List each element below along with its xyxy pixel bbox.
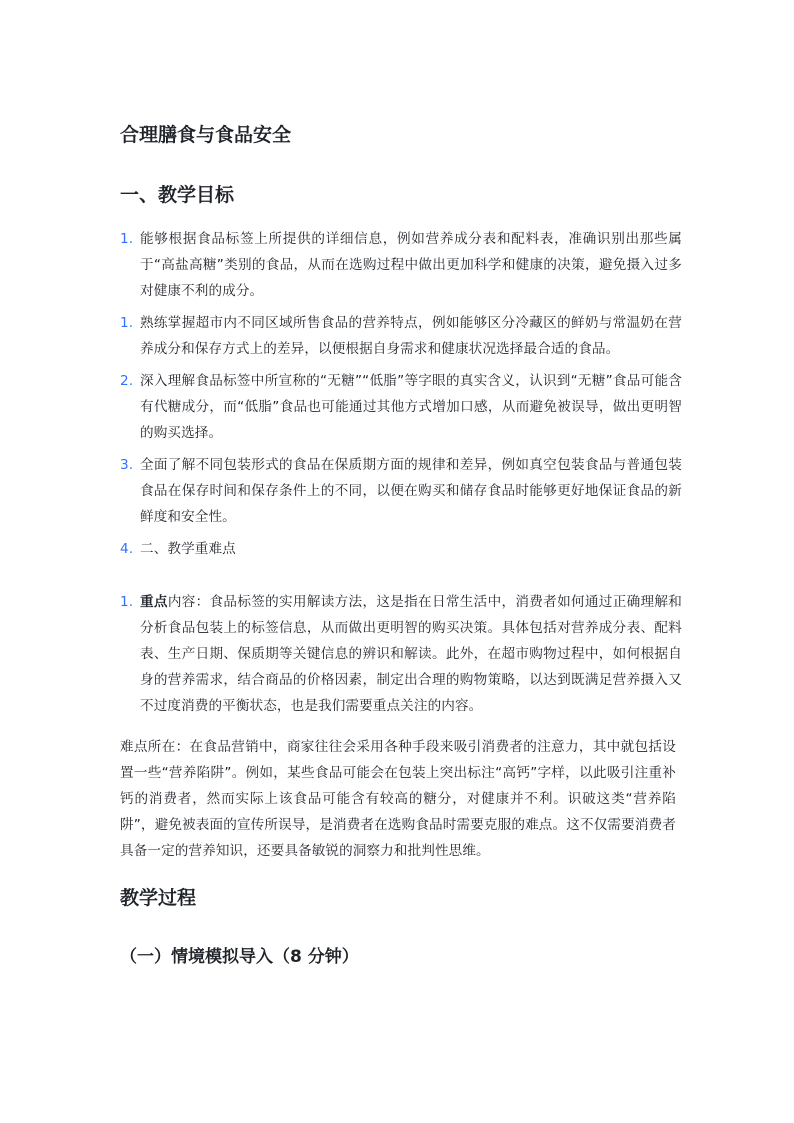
list-item bbox=[120, 452, 682, 530]
list-item-number: 2. bbox=[120, 373, 134, 389]
list-item-key-point bbox=[120, 589, 682, 719]
list-item-text: 二、教学重难点 bbox=[140, 541, 236, 557]
section-heading-teaching-process: 教学过程 bbox=[120, 887, 197, 909]
document-title: 合理膳食与食品安全 bbox=[120, 124, 292, 146]
list-item-text: 深入理解食品标签中所宣称的“无糖”“低脂”等字眼的真实含义，认识到“无糖”食品可能含有代糖成分，而“低脂”食品也可能通过其他方式增加口感，从而避免被误导，做出更明智的购买选择。 bbox=[140, 373, 682, 441]
list-item-number: 1. bbox=[120, 594, 134, 610]
difficulty-paragraph: 难点所在：在食品营销中，商家往往会采用各种手段来吸引消费者的注意力，其中就包括设置一些“营养陷阱”。例如，某些食品可能会在包装上突出标注“高钙”字样，以此吸引注重补钙的消费者，然而实际上该食品可能含有较高的糖分，对健康并不利。识破这类“营养陷阱”，避免被表面的宣传所误导，是消费者在选购食品时需要克服的难点。这不仅需要消费者具备一定的营养知识，还要具备敏锐的洞察力和批判性思维。 bbox=[120, 739, 676, 859]
key-point-label: 重点 bbox=[140, 594, 168, 610]
section-heading-teaching-goals: 一、教学目标 bbox=[120, 184, 235, 206]
list-item-text: 全面了解不同包装形式的食品在保质期方面的规律和差异，例如真空包装食品与普通包装食品在保存时间和保存条件上的不同，以便在购买和储存食品时能够更好地保证食品的新鲜度和安全性。 bbox=[140, 457, 682, 525]
list-item-text: 熟练掌握超市内不同区域所售食品的营养特点，例如能够区分冷藏区的鲜奶与常温奶在营养成分和保存方式上的差异，以便根据自身需求和健康状况选择最合适的食品。 bbox=[140, 315, 682, 357]
subsection-heading-scenario-intro: （一）情境模拟导入（8 分钟） bbox=[120, 947, 359, 967]
key-points-list bbox=[120, 589, 682, 725]
list-item bbox=[120, 226, 682, 304]
list-item-number: 4. bbox=[120, 541, 134, 557]
list-item-number: 1. bbox=[120, 315, 134, 331]
list-item bbox=[120, 310, 682, 362]
key-point-text: 内容：食品标签的实用解读方法，这是指在日常生活中，消费者如何通过正确理解和分析食品包装上的标签信息，从而做出更明智的购买决策。具体包括对营养成分表、配料表、生产日期、保质期等关键信息的辨识和解读。此外，在超市购物过程中，如何根据自身的营养需求，结合商品的价格因素，制定出合理的购物策略，以达到既满足营养摄入又不过度消费的平衡状态，也是我们需要重点关注的内容。 bbox=[140, 594, 682, 714]
list-item-number: 1. bbox=[120, 231, 134, 247]
list-item bbox=[120, 368, 682, 446]
list-item-number: 3. bbox=[120, 457, 134, 473]
list-item-text: 能够根据食品标签上所提供的详细信息，例如营养成分表和配料表，准确识别出那些属于“高盐高糖”类别的食品，从而在选购过程中做出更加科学和健康的决策，避免摄入过多对健康不利的成分。 bbox=[140, 231, 682, 299]
teaching-goals-list bbox=[120, 226, 682, 568]
list-item bbox=[120, 536, 682, 562]
